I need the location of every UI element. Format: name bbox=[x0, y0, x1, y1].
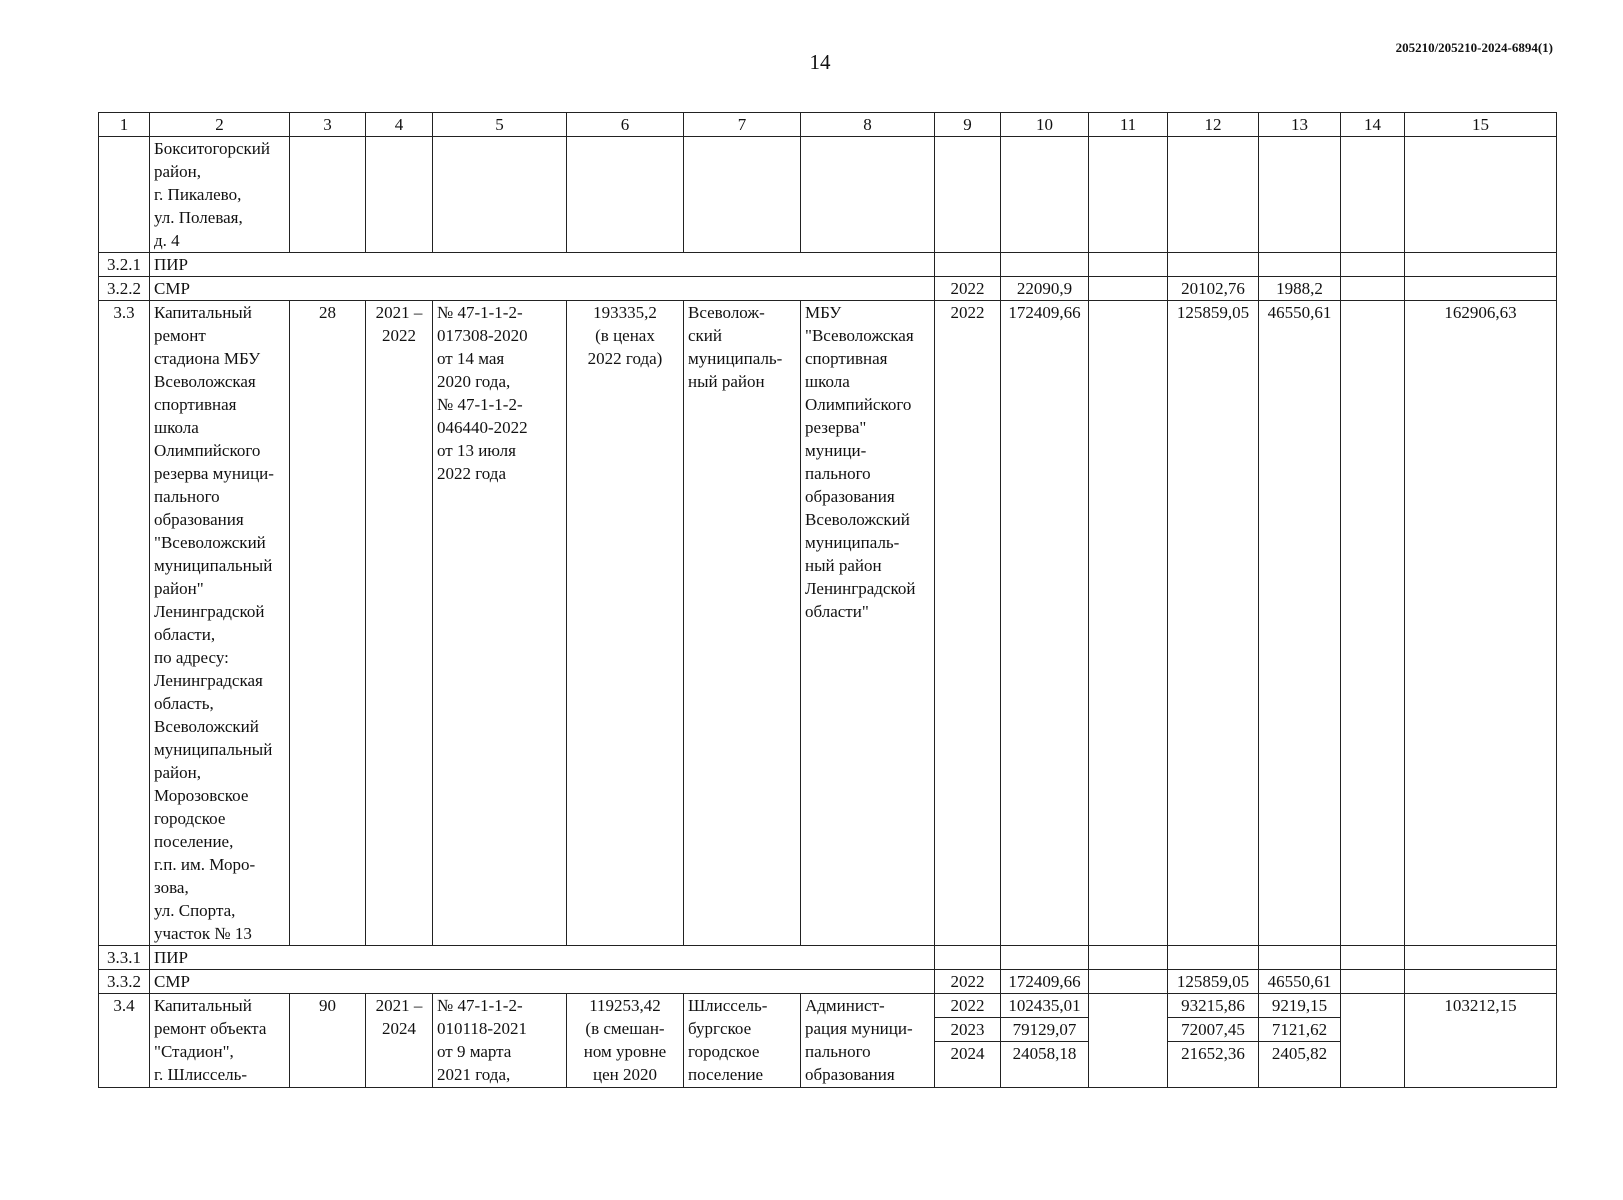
column-header: 3 bbox=[290, 113, 366, 137]
page-number: 14 bbox=[809, 50, 831, 74]
value-cell: 172409,66 bbox=[1001, 301, 1089, 946]
value-cell: 46550,61 bbox=[1259, 970, 1341, 994]
stage-label: ПИР bbox=[150, 253, 935, 277]
column-header: 10 bbox=[1001, 113, 1089, 137]
column-header: 12 bbox=[1168, 113, 1259, 137]
municipality-cell: Шлиссель- бургское городское поселение bbox=[684, 994, 801, 1088]
value-cell: 22090,9 bbox=[1001, 277, 1089, 301]
column-header: 1 bbox=[99, 113, 150, 137]
value-cell: 103212,15 bbox=[1405, 994, 1557, 1088]
stage-label: СМР bbox=[150, 277, 935, 301]
row-number: 3.4 bbox=[99, 994, 150, 1088]
year-cell: 2024 bbox=[935, 1042, 1001, 1088]
row-number: 3.2.1 bbox=[99, 253, 150, 277]
year-cell: 2023 bbox=[935, 1018, 1001, 1042]
expertise-cell: № 47-1-1-2- 017308-2020 от 14 мая 2020 года, № 47-1-1-2- 046440-2022 от 13 июля 2022 года bbox=[433, 301, 567, 946]
value-cell: 21652,36 bbox=[1168, 1042, 1259, 1088]
value-cell: 1988,2 bbox=[1259, 277, 1341, 301]
cost-cell: 193335,2 (в ценах 2022 года) bbox=[567, 301, 684, 946]
column-header: 6 bbox=[567, 113, 684, 137]
value-cell: 172409,66 bbox=[1001, 970, 1089, 994]
year-cell: 2022 bbox=[935, 970, 1001, 994]
column-header: 4 bbox=[366, 113, 433, 137]
year-cell: 2022 bbox=[935, 301, 1001, 946]
table-row bbox=[99, 946, 1557, 970]
object-name: Капитальный ремонт объекта "Стадион", г. Шлиссель- bbox=[150, 994, 290, 1088]
column-header: 5 bbox=[433, 113, 567, 137]
object-name: Бокситогорский район, г. Пикалево, ул. Полевая, д. 4 bbox=[150, 137, 290, 253]
value-cell: 72007,45 bbox=[1168, 1018, 1259, 1042]
value-cell: 2405,82 bbox=[1259, 1042, 1341, 1088]
value-cell: 79129,07 bbox=[1001, 1018, 1089, 1042]
value-cell: 102435,01 bbox=[1001, 994, 1089, 1018]
period-cell: 2021 – 2024 bbox=[366, 994, 433, 1088]
value-cell: 93215,86 bbox=[1168, 994, 1259, 1018]
column-header: 2 bbox=[150, 113, 290, 137]
value-cell: 9219,15 bbox=[1259, 994, 1341, 1018]
data-table bbox=[98, 112, 1557, 1088]
period-cell: 2021 – 2022 bbox=[366, 301, 433, 946]
column-header: 15 bbox=[1405, 113, 1557, 137]
cost-cell: 119253,42 (в смешан- ном уровне цен 2020 bbox=[567, 994, 684, 1088]
stage-label: СМР bbox=[150, 970, 935, 994]
column-header: 8 bbox=[801, 113, 935, 137]
table-row bbox=[99, 994, 1557, 1018]
table-row bbox=[99, 137, 1557, 253]
value-cell: 125859,05 bbox=[1168, 301, 1259, 946]
header-row bbox=[99, 113, 1557, 137]
year-cell: 2022 bbox=[935, 277, 1001, 301]
row-number: 3.2.2 bbox=[99, 277, 150, 301]
stage-label: ПИР bbox=[150, 946, 935, 970]
column-header: 13 bbox=[1259, 113, 1341, 137]
column-header: 11 bbox=[1089, 113, 1168, 137]
value-cell: 24058,18 bbox=[1001, 1042, 1089, 1088]
column-header: 9 bbox=[935, 113, 1001, 137]
table-row bbox=[99, 253, 1557, 277]
table-row bbox=[99, 277, 1557, 301]
value-cell: 90 bbox=[290, 994, 366, 1088]
municipality-cell: Всеволож- ский муниципаль- ный район bbox=[684, 301, 801, 946]
value-cell: 46550,61 bbox=[1259, 301, 1341, 946]
table-row bbox=[99, 301, 1557, 946]
column-header: 7 bbox=[684, 113, 801, 137]
value-cell: 125859,05 bbox=[1168, 970, 1259, 994]
value-cell: 20102,76 bbox=[1168, 277, 1259, 301]
value-cell: 28 bbox=[290, 301, 366, 946]
document-id: 205210/205210-2024-6894(1) bbox=[1395, 40, 1553, 55]
value-cell: 7121,62 bbox=[1259, 1018, 1341, 1042]
column-header: 14 bbox=[1341, 113, 1405, 137]
customer-cell: Админист- рация муници- пального образования bbox=[801, 994, 935, 1088]
object-name: Капитальный ремонт стадиона МБУ Всеволожская спортивная школа Олимпийского резерва муници- пального образования "Всеволожский муниципальный район" Ленинградской области, по адресу: Ленинградская область, Всеволожский муниципальный район, Морозовское городское поселение, г.п. им. Моро- зова, ул. Спорта, участок № 13 bbox=[150, 301, 290, 946]
table-row bbox=[99, 970, 1557, 994]
year-cell: 2022 bbox=[935, 994, 1001, 1018]
row-number: 3.3.2 bbox=[99, 970, 150, 994]
customer-cell: МБУ "Всеволожская спортивная школа Олимпийского резерва" муници- пального образования Всеволожский муниципаль- ный район Ленинградской области" bbox=[801, 301, 935, 946]
value-cell: 162906,63 bbox=[1405, 301, 1557, 946]
row-number: 3.3 bbox=[99, 301, 150, 946]
row-number: 3.3.1 bbox=[99, 946, 150, 970]
expertise-cell: № 47-1-1-2- 010118-2021 от 9 марта 2021 года, bbox=[433, 994, 567, 1088]
